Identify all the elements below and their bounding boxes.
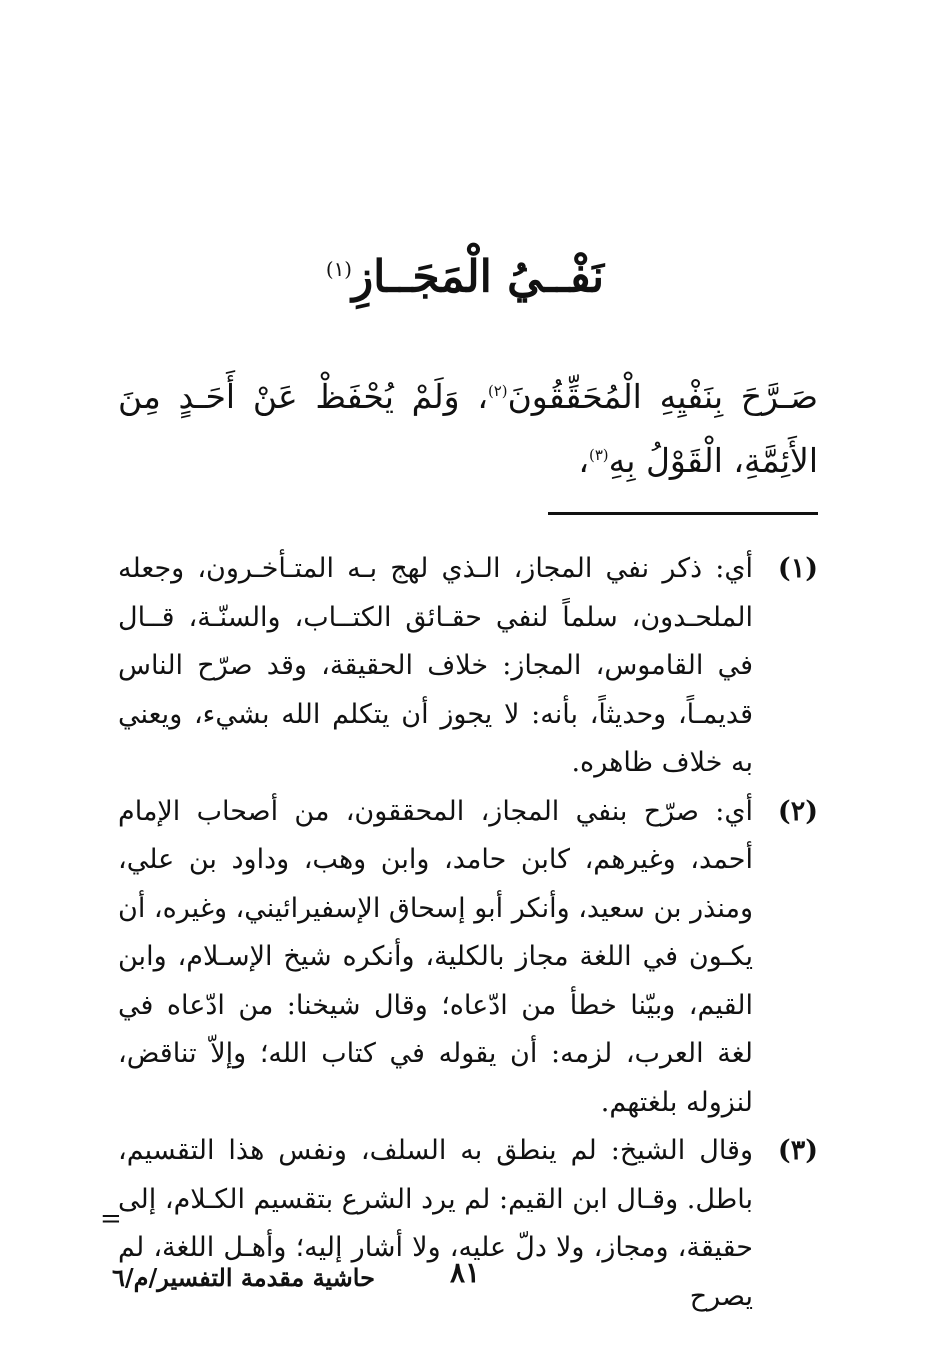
signature-footer: حاشية مقدمة التفسير/م/٦ [112,1263,375,1292]
footnote-text: وقال الشيخ: لم ينطق به السلف، ونفس هذا التقسيم، باطل. وقـال ابن القيم: لم يرد الشرع بتقسيم الكـلام، إلى حقيقة، ومجاز، ولا دلّ عليه، ولا أشار إليه؛ وأهـل اللغة، لم يصرح [118,1135,753,1312]
continuation-mark: = [100,1204,122,1234]
footnote-separator [548,512,818,515]
footnote-number: (٢) [777,795,818,827]
footnote-text: أي: ذكر نفي المجاز، الـذي لهج بـه المتـأخـرون، وجعله الملحـدون، سلماً لنفي حقـائق الكتــاب، والسنّـة، قــال في القاموس، المجاز: خلاف الحقيقة، وقد صرّح الناس قديمـاً، وحديثاً، بأنه: لا يجوز أن يتكلم الله بشيء، ويعني به خلاف ظاهره. [118,553,753,778]
footnotes [118,545,818,1321]
main-text-part-1: صَـرَّحَ بِنَفْيِهِ الْمُحَقِّقُونَ [507,377,818,416]
main-footnote-ref-2: (٢) [487,382,508,400]
footnote-number: (٣) [777,1135,818,1166]
main-text-part-3: ، [578,441,590,480]
title-text: نَفْــيُ الْمَجَــازِ [351,251,605,303]
main-text-part-2: ، وَلَمْ يُحْفَظْ عَنْ أَحَـدٍ مِنَ الأَئِمَّةِ، الْقَوْلُ بِهِ [118,377,818,480]
main-text [118,362,818,490]
main-footnote-ref-3: (٣) [589,446,609,464]
footnote-text: أي: صرّح بنفي المجاز، المحققون، من أصحاب الإمام أحمد، وغيرهم، كابن حامد، وابن وهب، وداود بن علي، ومنذر بن سعيد، وأنكر أبو إسحاق الإسفيرائيني، وغيره، أن يكـون في اللغة مجاز بالكلية، وأنكره شيخ الإسـلام، وابن القيم، وبيّنا خطأ من ادّعاه؛ وقال شيخنا: من ادّعاه في لغة العرب، لزمه: أن يقوله في كتاب الله؛ وإلاّ تناقض، لنزوله بلغتهم. [118,795,753,1118]
footnote-number: (١) [777,553,818,584]
page-title [0,240,930,308]
title-footnote-ref: (١) [325,258,352,281]
footnote-1 [118,545,818,788]
page-number: ٨١ [449,1256,481,1289]
footnote-2 [118,788,818,1128]
